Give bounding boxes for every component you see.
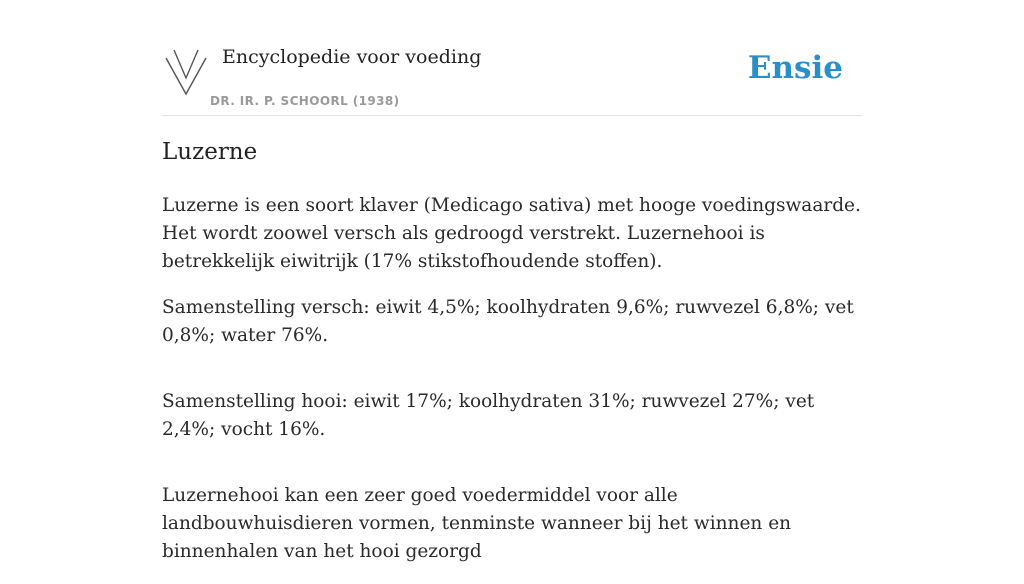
v-logo-icon[interactable] (164, 48, 208, 96)
article-paragraph: Luzerne is een soort klaver (Medicago sativa) met hooge voedingswaarde. Het wordt zoowel versch als gedroogd verstrekt. Luzernehooi is betrekkelijk eiwitrijk (17% stikstofhoudende stoffen). (162, 195, 861, 272)
book-author: DR. IR. P. SCHOORL (1938) (210, 94, 400, 108)
book-title[interactable]: Encyclopedie voor voeding (222, 46, 482, 68)
ensie-logo[interactable]: Ensie (747, 50, 843, 86)
article-body (162, 192, 862, 584)
article-paragraph: Samenstelling versch: eiwit 4,5%; koolhydraten 9,6%; ruwvezel 6,8%; vet 0,8%; water 76%. (162, 297, 854, 346)
article-paragraph: Samenstelling hooi: eiwit 17%; koolhydraten 31%; ruwvezel 27%; vet 2,4%; vocht 16%. (162, 391, 815, 440)
book-header (162, 40, 862, 116)
article-paragraph: Luzernehooi kan een zeer goed voedermiddel voor alle landbouwhuisdieren vormen, tenminste wanneer bij het winnen en binnenhalen van het hooi gezorgd (162, 485, 792, 562)
article-title: Luzerne (162, 139, 258, 165)
